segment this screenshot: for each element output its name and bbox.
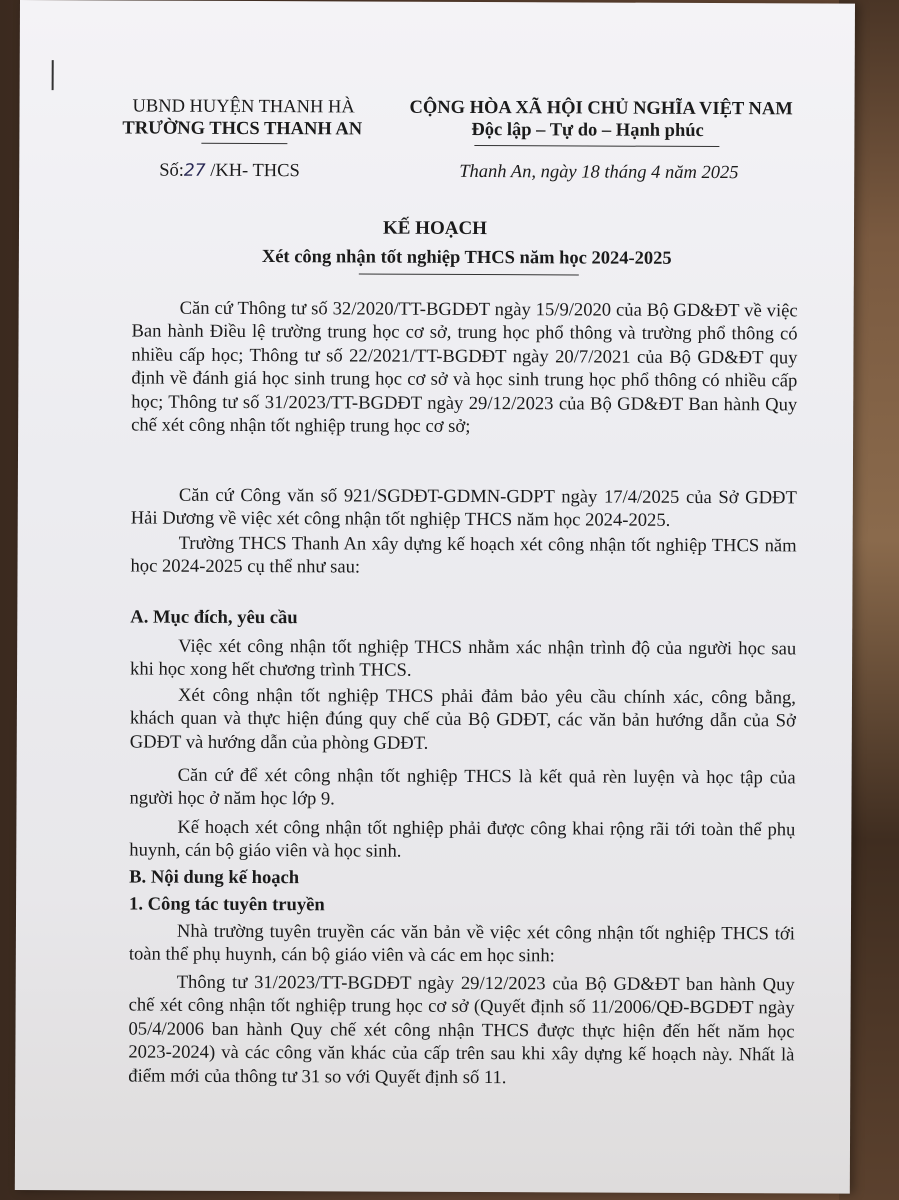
section-b1-paragraph-2: Thông tư 31/2023/TT-BGDĐT ngày 29/12/2023 của Bộ GD&ĐT ban hành Quy chế xét công nhận tốt nghiệp trung học cơ sở (Quyết định số 11/2006/QĐ-BGDĐT ngày 05/4/2006 ban hành Quy chế xét công nhận THCS được thực hiện đến hết năm học 2023-2024) và các công văn khác của cấp trên sau khi xây dựng kế hoạch này. Nhất là điểm mới của thông tư 31 so với Quyết định số 11. (128, 971, 795, 1088)
national-motto: Độc lập – Tự do – Hạnh phúc (471, 119, 704, 141)
document-number-prefix: Số: (159, 160, 184, 181)
school-underline (201, 143, 287, 144)
agency-name: UBND HUYỆN THANH HÀ (132, 96, 355, 118)
section-b1-paragraph-1: Nhà trường tuyên truyền các văn bản về việc xét công nhận tốt nghiệp THCS tới toàn thể phụ huynh, cán bộ giáo viên và các em học sinh: (128, 920, 795, 967)
section-b1-heading: 1. Công tác tuyên truyền (129, 893, 325, 916)
document-number-suffix: /KH- THCS (210, 160, 300, 182)
section-a-paragraph-3: Căn cứ để xét công nhận tốt nghiệp THCS là kết quả rèn luyện và học tập của người học ở năm học lớp 9. (129, 764, 796, 810)
intro-paragraph-2: Căn cứ Công văn số 921/SGDĐT-GDMN-GDPT ngày 17/4/2025 của Sở GDĐT Hải Dương về việc xét công nhận tốt nghiệp THCS năm học 2024-2025. (130, 484, 797, 532)
title-underline (359, 273, 579, 275)
section-a-paragraph-4: Kế hoạch xét công nhận tốt nghiệp phải được công khai rộng rãi tới toàn thể phụ huynh, cán bộ giáo viên và học sinh. (129, 816, 796, 863)
national-title: CỘNG HÒA XÃ HỘI CHỦ NGHĨA VIỆT NAM (409, 97, 793, 120)
document-page (15, 0, 855, 1194)
intro-paragraph-3: Trường THCS Thanh An xây dựng kế hoạch xét công nhận tốt nghiệp THCS năm học 2024-2025 cụ thể như sau: (130, 532, 797, 578)
section-a-paragraph-2: Xét công nhận tốt nghiệp THCS phải đảm bảo yêu cầu chính xác, công bằng, khách quan và thực hiện đúng quy chế của Bộ GDĐT, các văn bản hướng dẫn của Sở GDĐT và hướng dẫn của phòng GDĐT. (129, 684, 797, 754)
document-number-value: 27 (183, 160, 206, 181)
section-b-heading: B. Nội dung kế hoạch (129, 866, 300, 889)
document-subtitle: Xét công nhận tốt nghiệp THCS năm học 2024-2025 (261, 247, 672, 269)
intro-paragraph-1: Căn cứ Thông tư số 32/2020/TT-BGDĐT ngày 15/9/2020 của Bộ GD&ĐT về việc Ban hành Điều lệ trường trung học cơ sở, trung học phổ thông và trường phổ thông có nhiều cấp học; Thông tư số 22/2021/TT-BGDĐT ngày 20/7/2021 của Bộ GD&ĐT quy định về đánh giá học sinh trung học cơ sở và học sinh trung học phổ thông có nhiều cấp học; Thông tư số 31/2023/TT-BGDĐT ngày 29/12/2023 của Bộ GD&ĐT Ban hành Quy chế xét công nhận tốt nghiệp trung học cơ sở; (131, 297, 798, 438)
document-date: Thanh An, ngày 18 tháng 4 năm 2025 (459, 161, 739, 184)
section-a-heading: A. Mục đích, yêu cầu (130, 606, 298, 629)
document-number (159, 161, 300, 183)
school-name: TRƯỜNG THCS THANH AN (122, 118, 363, 140)
motto-underline (474, 145, 719, 147)
section-a-paragraph-1: Việc xét công nhận tốt nghiệp THCS nhằm xác nhận trình độ của người học sau khi học xong hết chương trình THCS. (130, 635, 797, 682)
pen-mark (52, 60, 54, 90)
document-title: KẾ HOẠCH (382, 217, 488, 240)
